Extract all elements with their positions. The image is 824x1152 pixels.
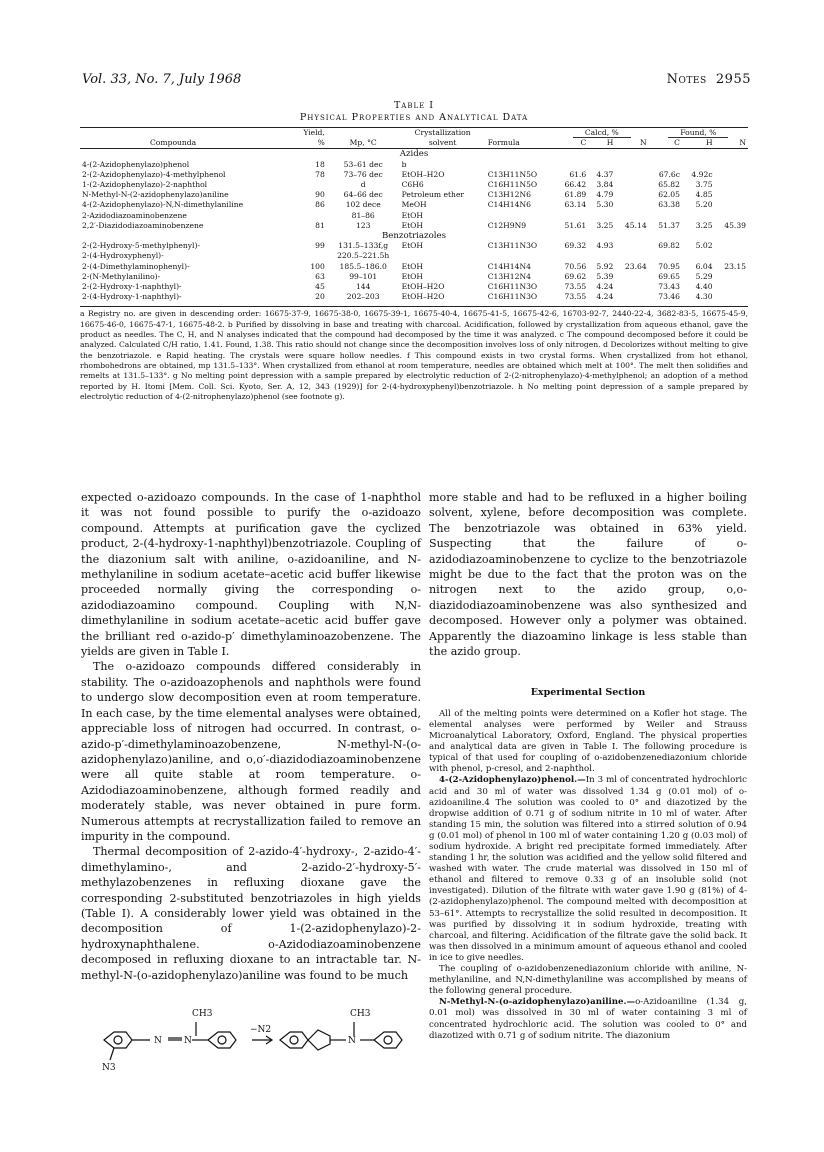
table-cell-ch: 3.84	[596, 180, 614, 190]
table-cell-yield: 45	[315, 282, 325, 292]
body-paragraph: Thermal decomposition of 2-azido-4′-hydroxy-, 2-azido-4′-dimethylamino-, and 2-azido-2′-hydroxy-5′-methylazobenzenes in refluxing dioxane gave the corresponding 2-substituted benzotriazoles in high yields (Table I). A considerably lower yield was obtained in the decomposition of 1-(2-azidophenylazo)-2-hydroxynaphthalene. o-Azidodiazoaminobenzene decomposed in refluxing dioxane to an intractable tar. N-methyl-N-(o-azidophenylazo)aniline was found to be much	[81, 845, 421, 982]
table-row	[80, 282, 748, 292]
table-cell-formula: C13H12N4	[487, 271, 531, 281]
table-cell-cn	[615, 282, 648, 292]
atom-label: N	[348, 1036, 356, 1046]
table-cell-cn	[615, 251, 648, 261]
table-cell-mp: 99–101	[349, 271, 378, 281]
table-cell-cn: 45.14	[624, 220, 647, 230]
table-cell-compound: 2-(2-Hydroxy-1-naphthyl)-	[82, 282, 182, 292]
table-cell-fc: 69.65	[658, 271, 680, 281]
table-cell-ch: 5.92	[596, 261, 614, 271]
product-methyl-label: CH3	[350, 1009, 371, 1019]
table-cell-cc: 73.55	[564, 282, 587, 292]
atom-label: N	[154, 1036, 162, 1046]
table-cell-mp: 123	[355, 220, 371, 230]
table-cell-yield: 20	[315, 292, 325, 302]
table-cell-ch: 4.24	[596, 292, 614, 302]
table-cell-fh: 3.25	[695, 220, 713, 230]
table-cell-mp: 81–86	[351, 210, 375, 220]
table-cell-compound: 2-(N-Methylanilino)-	[82, 271, 161, 281]
table-row	[80, 221, 748, 231]
col-mp: Mp, °C	[327, 138, 400, 149]
table-cell-fh: 4.92c	[691, 169, 713, 179]
table-cell-cc: 51.61	[564, 220, 587, 230]
table-cell-yield: 86	[315, 200, 325, 210]
table-cell-fc: 67.6c	[658, 169, 680, 179]
table-cell-cn	[615, 200, 648, 210]
table-cell-mp: 64–66 dec	[343, 190, 383, 200]
table-cell-fn: 23.15	[724, 261, 746, 271]
table-cell-fc: 73.43	[658, 282, 680, 292]
table-cell-formula	[486, 211, 555, 221]
experimental-paragraph: N-Methyl-N-(o-azidophenylazo)aniline.—o-Azidoaniline (1.34 g, 0.01 mol) was dissolved in 30 ml of water containing 3 ml of concentrated hydrochloric acid. The solution was cooled to 0° and diazotized with 0.71 g of sodium nitrite. The diazonium	[429, 997, 747, 1041]
body-paragraph: The o-azidoazo compounds differed considerably in stability. The o-azidoazophenols and naphthols were found to undergo slow decomposition even at room temperature. In each case, by the time elemental analyses were obtained, appreciable loss of nitrogen had occurred. In contrast, o-azido-p′-dimethylaminoazobenzene, N-methyl-N-(o-azidophenylazo)aniline, and o,o′-diazidodiazoaminobenzene were all quite stable at room temperature. o-Azidodiazoaminobenzene, although formed readily and moderately stable, was never obtained in pure form. Numerous attempts at recrystallization failed to remove an impurity in the compound.	[81, 660, 421, 843]
table-cell-solvent: EtOH	[401, 210, 424, 220]
table-cell-compound: 2,2′-Diazidodiazoaminobenzene	[82, 220, 204, 230]
table-cell-solvent: Petroleum ether	[401, 190, 465, 200]
section-title: Benzotriazoles	[381, 231, 447, 242]
table-cell-cn: 23.64	[624, 261, 647, 271]
table-cell-compound: 4-(2-Azidophenylazo)phenol	[82, 159, 190, 169]
table-cell-fh	[682, 251, 715, 261]
table-cell-fc: 65.82	[658, 180, 680, 190]
table-cell-cn	[615, 272, 648, 282]
table-cell-ch: 4.24	[596, 282, 614, 292]
table-cell-formula: C13H12N6	[487, 190, 531, 200]
table-cell-solvent: EtOH–H2O	[401, 169, 445, 179]
table-cell-fn	[715, 200, 748, 210]
running-head-volume: Vol. 33, No. 7, July 1968	[82, 72, 242, 87]
table-cell-cc: 69.62	[564, 271, 587, 281]
table-cell-fn	[715, 272, 748, 282]
table-cell-compound: 2-Azidodiazoaminobenzene	[82, 210, 187, 220]
table-row	[80, 211, 748, 221]
table-cell-ch	[588, 211, 615, 221]
table-cell-fn	[715, 251, 748, 261]
table-cell-compound: 1-(2-Azidophenylazo)-2-naphthol	[82, 180, 208, 190]
table-cell-cn	[615, 170, 648, 180]
table-cell-cc: 73.55	[564, 292, 587, 302]
table-cell-fc: 62.05	[658, 190, 680, 200]
table-cell-fc: 51.37	[658, 220, 680, 230]
table-cell-cn	[615, 190, 648, 200]
col-formula: Formula	[486, 138, 555, 149]
table-cell-fn: 45.39	[724, 220, 746, 230]
table-cell-formula: C16H11N5O	[487, 180, 538, 190]
col-found-c: C	[649, 138, 682, 149]
table-row	[80, 241, 748, 251]
table-cell-cc: 69.32	[564, 241, 587, 251]
col-cryst-top: Crystallization	[414, 128, 471, 137]
table-cell-cc: 70.56	[564, 261, 587, 271]
running-head-label: Notes	[666, 72, 707, 87]
table-cell-fn	[715, 292, 748, 302]
table-cell-fc	[649, 211, 682, 221]
body-paragraph: more stable and had to be refluxed in a higher boiling solvent, xylene, before decomposition was complete. The benzotriazole was obtained in 63% yield. Suspecting that the failure of o-azidodiazoaminobenzene to cyclize to the benzotriazole might be due to the fact that the proton was on the nitrogen next to the azido group, o,o-diazidodiazoaminobenzene was also synthesized and decomposed. However only a polymer was obtained. Apparently the diazoamino linkage is less stable than the azido group.	[429, 491, 747, 659]
table-cell-ch: 4.79	[596, 190, 614, 200]
table-cell-fc: 63.38	[658, 200, 680, 210]
table-cell-solvent: EtOH–H2O	[401, 292, 445, 302]
table-cell-mp: 185.5–186.0	[339, 261, 387, 271]
table-footnotes: a Registry no. are given in descending order: 16675-37-9, 16675-38-0, 16675-39-1, 16675-40-4, 16675-41-5, 16675-42-6, 16703-92-7, 2440-22-4, 3682-83-5, 16675-45-9, 16675-46-0, 16675-47-1, 16675-48-2. b Purified by dissolving in base and treating with charcoal. Acidification, followed by crystallization from aqueous ethanol, gave the product as needles. The C, H, and N analyses indicated that the compound had decomposed by the time it was analyzed. c The compound decomposed before it could be analyzed. Calculated C/H ratio, 1.41. Found, 1.38. This ratio should not change since the decomposition involves loss of only nitrogen. d Decolorizes without melting to give the benzotriazole. e Rapid heating. The crystals were square hollow needles. f This compound exists in two crystal forms. When crystallized from hot ethanol, rhombohedrons are obtained, mp 131.5–133°. When crystallized from ethanol at room temperature, needles are obtained which melt at 100°. The melt then solidifies and remelts at 131.5–133°. g No melting point depression with a sample prepared by electrolytic reduction of 2-(2-nitrophenylazo)-4-methylphenol; an adoption of a method reported by H. Itomi [Mem. Coll. Sci. Kyoto, Ser. A, 12, 343 (1929)] for 2-(4-hydroxyphenyl)benzotriazole. h No melting point depression of a sample prepared by electrolytic reduction of 4-(2-nitrophenylazo)phenol (see footnote g).	[80, 306, 748, 402]
table-cell-fc	[649, 251, 682, 261]
table-cell-fn	[715, 190, 748, 200]
table-cell-fc: 70.95	[658, 261, 680, 271]
benzene-ring-phenyl	[208, 1032, 236, 1048]
table-cell-mp: 131.5–133f,g	[338, 241, 389, 251]
table-cell-cn	[615, 160, 648, 170]
table-cell-cn	[615, 180, 648, 190]
table-cell-cc	[555, 160, 588, 170]
table-cell-compound: N-Methyl-N-(2-azidophenylazo)aniline	[82, 190, 229, 200]
benzene-ring-azido	[104, 1032, 132, 1048]
table-cell-yield	[294, 211, 327, 221]
col-cryst-bottom: solvent	[400, 138, 486, 149]
table-1	[80, 100, 748, 402]
table-cell-formula: C12H9N9	[487, 220, 527, 230]
table-cell-fn	[715, 180, 748, 190]
table-cell-solvent: EtOH	[401, 241, 424, 251]
table-cell-yield: 18	[315, 159, 325, 169]
col-found-h: H	[682, 138, 715, 149]
table-cell-cc: 61.89	[564, 190, 587, 200]
table-cell-fh: 5.20	[695, 200, 713, 210]
table-cell-fn	[715, 241, 748, 251]
col-calcd-c: C	[555, 138, 588, 149]
table-cell-yield	[294, 251, 327, 261]
table-cell-formula: C14H14N6	[487, 200, 531, 210]
table-cell-ch: 5.30	[596, 200, 614, 210]
arrow-label: −N2	[250, 1025, 272, 1035]
table-section-header	[80, 231, 748, 241]
table-cell-compound: 2-(2-Hydroxy-5-methylphenyl)-	[82, 241, 201, 251]
procedure-heading: 4-(2-Azidophenylazo)phenol.—	[439, 775, 586, 786]
left-column	[81, 490, 421, 983]
col-calcd-h: H	[588, 138, 615, 149]
table-cell-cc: 61.6	[569, 169, 587, 179]
atom-label: N	[184, 1036, 192, 1046]
table-cell-ch	[588, 251, 615, 261]
benzene-ring-benzotriazole	[280, 1032, 308, 1048]
properties-table	[80, 127, 748, 302]
col-calcd-group: Calcd, %	[573, 128, 631, 138]
table-cell-ch: 5.39	[596, 271, 614, 281]
table-cell-compound: 4-(2-Azidophenylazo)-N,N-dimethylaniline	[82, 200, 244, 210]
table-cell-fn	[715, 211, 748, 221]
table-cell-cc	[555, 251, 588, 261]
table-cell-compound: 2-(4-Hydroxy-1-naphthyl)-	[82, 292, 182, 302]
table-row	[80, 272, 748, 282]
col-calcd-n: N	[615, 138, 648, 149]
table-cell-solvent: b	[401, 159, 407, 169]
table-cell-fc: 69.82	[658, 241, 680, 251]
table-cell-solvent: C6H6	[401, 180, 424, 190]
table-cell-formula: C13H11N3O	[487, 241, 538, 251]
table-cell-ch: 3.25	[596, 220, 614, 230]
table-cell-yield: 90	[315, 190, 325, 200]
table-cell-ch	[588, 160, 615, 170]
col-found-n: N	[715, 138, 748, 149]
table-cell-yield: 100	[310, 261, 325, 271]
running-head-notes	[667, 72, 751, 87]
table-cell-fc: 73.46	[658, 292, 680, 302]
table-caption: Physical Properties and Analytical Data	[299, 112, 529, 123]
table-row	[80, 160, 748, 170]
table-row	[80, 292, 748, 302]
procedure-heading: N-Methyl-N-(o-azidophenylazo)aniline.—	[439, 997, 636, 1008]
table-cell-mp: 53–61 dec	[343, 159, 383, 169]
table-row	[80, 200, 748, 210]
experimental-section-title: Experimental Section	[530, 687, 646, 699]
table-cell-fh: 5.29	[695, 271, 713, 281]
table-cell-cn	[615, 241, 648, 251]
col-found-group: Found, %	[668, 128, 728, 138]
table-cell-mp: 220.5–221.5h	[337, 251, 390, 261]
table-cell-compound: 2-(4-Hydroxyphenyl)-	[82, 251, 164, 261]
table-row	[80, 251, 748, 261]
table-cell-cc	[555, 211, 588, 221]
table-cell-yield	[294, 180, 327, 190]
reaction-scheme	[84, 1000, 424, 1085]
table-cell-fn	[715, 160, 748, 170]
table-body	[80, 149, 748, 303]
section-title: Azides	[399, 149, 429, 160]
reactant-methyl-label: CH3	[192, 1009, 213, 1019]
experimental-paragraph: All of the melting points were determined on a Kofler hot stage. The elemental analyses were performed by Weiler and Strauss Microanalytical Laboratory, Oxford, England. The physical properties and analytical data are given in Table I. The following procedure is typical of that used for coupling of o-azidobenzenediazonium chloride with phenol, p-cresol, and 2-naphthol.	[429, 708, 747, 775]
table-cell-compound: 2-(4-Dimethylaminophenyl)-	[82, 261, 190, 271]
table-cell-cn	[615, 211, 648, 221]
table-cell-formula: C16H11N3O	[487, 282, 538, 292]
table-cell-mp: 102 dece	[345, 200, 381, 210]
table-cell-fh	[682, 160, 715, 170]
table-cell-fn	[715, 282, 748, 292]
table-cell-cn	[615, 292, 648, 302]
table-cell-yield: 78	[315, 169, 325, 179]
table-cell-mp: 144	[355, 282, 371, 292]
table-cell-fn	[715, 170, 748, 180]
table-cell-solvent: MeOH	[401, 200, 427, 210]
col-compound: Compounda	[80, 138, 294, 149]
table-cell-fh: 5.02	[695, 241, 713, 251]
table-row	[80, 170, 748, 180]
table-cell-yield: 99	[315, 241, 325, 251]
table-cell-mp: 73–76 dec	[343, 169, 383, 179]
table-cell-formula: C14H14N4	[487, 261, 531, 271]
table-cell-ch: 4.37	[596, 169, 614, 179]
right-column	[429, 490, 747, 1042]
table-cell-mp: 202–203	[346, 292, 380, 302]
triazole-ring	[308, 1030, 330, 1050]
table-cell-formula	[486, 160, 555, 170]
body-paragraph: expected o-azidoazo compounds. In the case of 1-naphthol it was not found possible to purify the o-azidoazo compound. Attempts at purification gave the cyclized product, 2-(4-hydroxy-1-naphthyl)benzotriazole. Coupling of the diazonium salt with aniline, o-azidoaniline, and N-methylaniline in sodium acetate–acetic acid buffer likewise proceeded normally giving the corresponding o-azidodiazoamino compound. Coupling with N,N-dimethylaniline in sodium acetate–acetic acid buffer gave the brilliant red o-azido-p′ dimethylaminoazobenzene. The yields are given in Table I.	[81, 491, 421, 659]
table-cell-fh: 4.30	[695, 292, 713, 302]
table-cell-mp: d	[360, 180, 366, 190]
experimental-paragraph: The coupling of o-azidobenzenediazonium chloride with aniline, N-methylaniline, and N,N-dimethylaniline was accomplished by means of the following general procedure.	[429, 964, 747, 997]
table-cell-cc: 63.14	[564, 200, 587, 210]
table-cell-cc: 66.42	[564, 180, 587, 190]
table-cell-fc	[649, 160, 682, 170]
table-section-header	[80, 149, 748, 160]
col-yield-top: Yield,	[303, 128, 325, 137]
table-cell-solvent: EtOH	[401, 271, 424, 281]
table-row	[80, 262, 748, 272]
table-cell-fh: 4.40	[695, 282, 713, 292]
experimental-section	[429, 709, 747, 1042]
table-cell-fh: 4.85	[695, 190, 713, 200]
table-row	[80, 190, 748, 200]
table-cell-solvent	[400, 251, 486, 261]
table-cell-yield: 81	[315, 220, 325, 230]
table-row	[80, 180, 748, 190]
col-yield-unit: %	[294, 138, 327, 149]
table-cell-solvent: EtOH	[401, 220, 424, 230]
table-cell-fh: 3.75	[695, 180, 713, 190]
azide-label: N3	[102, 1063, 116, 1073]
table-cell-formula	[486, 251, 555, 261]
table-cell-fh: 6.04	[695, 261, 713, 271]
table-number: Table I	[393, 100, 435, 111]
table-cell-formula: C13H11N5O	[487, 169, 538, 179]
table-cell-ch: 4.93	[596, 241, 614, 251]
benzene-ring-product-phenyl	[374, 1032, 402, 1048]
table-cell-solvent: EtOH	[401, 261, 424, 271]
table-cell-fh	[682, 211, 715, 221]
table-cell-formula: C16H11N3O	[487, 292, 538, 302]
table-cell-solvent: EtOH–H2O	[401, 282, 445, 292]
experimental-paragraph: 4-(2-Azidophenylazo)phenol.—In 3 ml of concentrated hydrochloric acid and 30 ml of water was dissolved 1.34 g (0.01 mol) of o-azidoaniline.4 The solution was cooled to 0° and diazotized by the dropwise addition of 0.71 g of sodium nitrite in 10 ml of water. After standing 15 min, the solution was filtered into a stirred solution of 0.94 g (0.01 mol) of phenol in 100 ml of water containing 1.20 g (0.03 mol) of sodium hydroxide. A bright red precipitate formed immediately. After standing 1 hr, the solution was acidified and the yellow solid filtered and washed with water. The crude material was dissolved in 150 ml of ethanol and filtered to remove 0.33 g of an insoluble solid (not investigated). Dilution of the filtrate with water gave 1.90 g (81%) of 4-(2-azidophenylazo)phenol. The compound melted with decomposition at 53–61°. Attempts to recrystallize the solid resulted in decomposition. It was purified by dissolving it in sodium hydroxide, treating with charcoal, and filtering. Acidification of the filtrate gave the solid back. It was then dissolved in a minimum amount of aqueous ethanol and cooled in ice to give needles.	[429, 775, 747, 963]
page-number: 2955	[715, 72, 751, 87]
table-cell-compound: 2-(2-Azidophenylazo)-4-methylphenol	[82, 169, 226, 179]
table-cell-yield: 63	[315, 271, 325, 281]
